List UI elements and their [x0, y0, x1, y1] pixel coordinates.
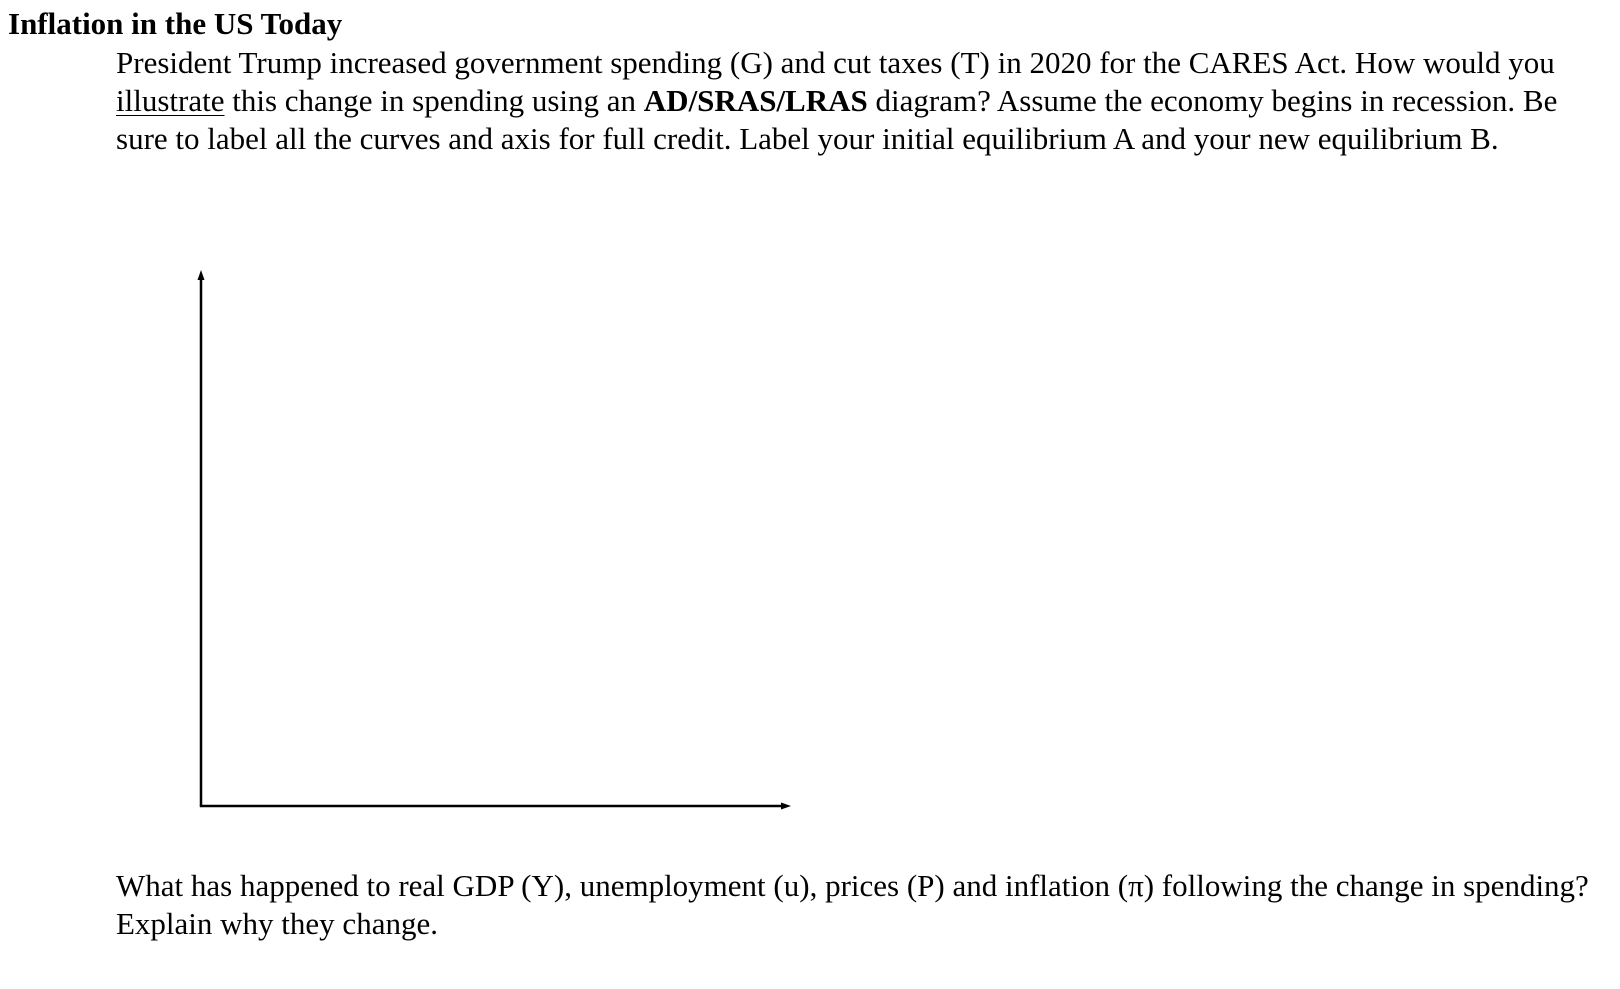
question-1-bold-term: AD/SRAS/LRAS — [643, 83, 868, 118]
question-1-text-b: this change in spending using an — [224, 83, 644, 118]
question-2: What has happened to real GDP (Y), unemployment (u), prices (P) and inflation (π) following the change in spending? Explain why they change. — [116, 868, 1589, 941]
question-1-underlined-word: illustrate — [116, 83, 225, 118]
question-1-text-a: President Trump increased government spending (G) and cut taxes (T) in 2020 for the CARES Act. How would you — [116, 45, 1555, 80]
question-1-text-c: diagram? Assume the economy begins in recession. Be sure to label all the curves and axis for full credit. Label your initial equilibrium A and your new equilibrium B. — [116, 83, 1558, 156]
horizontal-axis-arrowhead — [781, 803, 791, 810]
section-heading: Inflation in the US Today — [8, 6, 343, 41]
vertical-axis-arrowhead — [198, 270, 205, 280]
